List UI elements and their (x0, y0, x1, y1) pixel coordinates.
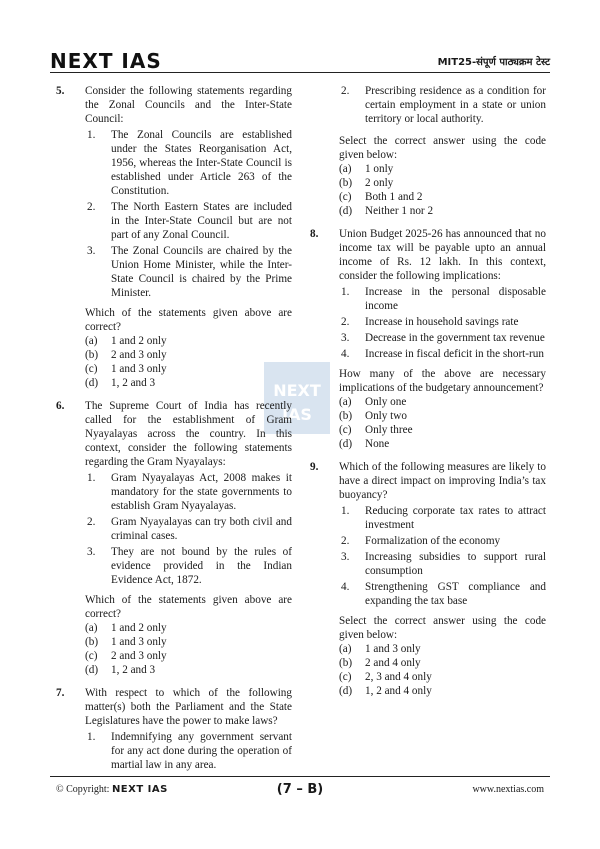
statement-list (85, 128, 292, 300)
answer-option: (a) 1 and 2 only (85, 335, 167, 347)
answer-option: (c) 2 and 3 only (85, 650, 167, 662)
statement: 3. They are not bound by the rules of evidence provided in the Indian Evidence Act, 1872. (87, 546, 292, 586)
answer-option: (b) 1 and 3 only (85, 636, 167, 648)
statement: 3. Decrease in the government tax revenue (341, 332, 545, 344)
question-number: 5. (56, 85, 65, 97)
question-prompt: Select the correct answer using the code given below: (339, 615, 546, 641)
answer-option: (a) 1 only (339, 163, 394, 175)
question-prompt: How many of the above are necessary implications of the budgetary announcement? (339, 368, 546, 394)
answer-option: (a) Only one (339, 396, 407, 408)
answer-option: (d) 1, 2 and 3 (85, 377, 156, 389)
right-column (310, 84, 546, 707)
answer-option: (a) 1 and 2 only (85, 622, 167, 634)
statement-list (339, 285, 546, 361)
statement: 4. Increase in fiscal deficit in the short-run (341, 348, 544, 360)
statement-list (339, 504, 546, 608)
footer-divider (50, 776, 550, 777)
question-prompt: Select the correct answer using the code given below: (339, 135, 546, 161)
question-5 (56, 84, 292, 390)
question-number: 6. (56, 400, 65, 412)
question-text: The Supreme Court of India has recently called for the establishment of Gram Nyayalayas across the country. In this context, consider the following statements regarding the Gram Nyayalays: (85, 400, 292, 468)
statement: 3. The Zonal Councils are chaired by the Union Home Minister, while the Inter-State Council is chaired by the Prime Minister. (87, 245, 292, 299)
question-number: 7. (56, 687, 65, 699)
answer-option: (c) 2, 3 and 4 only (339, 671, 432, 683)
statement: 3. Increasing subsidies to support rural consumption (341, 551, 546, 577)
statement: 2. The North Eastern States are included in the Inter-State Council but are not part of any Zonal Council. (87, 201, 292, 241)
test-series-label: MIT25-संपूर्ण पाठ्यक्रम टेस्ट (437, 57, 550, 68)
answer-option: (a) 1 and 3 only (339, 643, 421, 655)
question-7-continued (310, 84, 546, 218)
statement: 2. Prescribing residence as a condition for certain employment in a state or union territory or local authority. (341, 85, 546, 125)
watermark-line2: IAS (282, 405, 312, 424)
answer-option: (c) 1 and 3 only (85, 363, 167, 375)
answer-option: (d) Neither 1 nor 2 (339, 205, 434, 217)
answer-option: (b) 2 only (339, 177, 394, 189)
statement: 4. Strengthening GST compliance and expanding the tax base (341, 581, 546, 607)
question-text: With respect to which of the following matter(s) both the Parliament and the State Legislatures have the power to make laws? (85, 687, 292, 727)
question-9 (310, 460, 546, 698)
page-number: (7 – B) (276, 782, 324, 797)
question-text: Consider the following statements regarding the Zonal Councils and the Inter-State Council: (85, 85, 292, 125)
statement: 1. Gram Nyayalayas Act, 2008 makes it mandatory for the state governments to establish Gram Nyayalayas. (87, 472, 292, 512)
question-text: Union Budget 2025-26 has announced that no income tax will be payable upto an annual income of Rs. 12 lakh. In this context, consider the following implications: (339, 228, 546, 282)
answer-option: (d) 1, 2 and 4 only (339, 685, 432, 697)
header-divider (50, 72, 550, 73)
answer-option: (d) None (339, 438, 390, 450)
statement: 2. Increase in household savings rate (341, 316, 519, 328)
question-number: 9. (310, 461, 319, 473)
question-6 (56, 399, 292, 677)
question-number: 8. (310, 228, 319, 240)
page-header (50, 49, 550, 71)
brand-logo: NEXT IAS (50, 49, 162, 73)
statement: 1. Indemnifying any government servant for any act done during the operation of martial law in any area. (87, 731, 292, 771)
copyright-notice: © Copyright: NEXT IAS (56, 784, 168, 795)
question-text: Which of the following measures are likely to have a direct impact on improving India’s tax buoyancy? (339, 461, 546, 501)
answer-option: (d) 1, 2 and 3 (85, 664, 156, 676)
footer-brand: NEXT IAS (111, 784, 168, 795)
website-link[interactable]: www.nextias.com (472, 784, 544, 795)
question-7 (56, 686, 292, 772)
statement: 2. Gram Nyayalayas can try both civil and criminal cases. (87, 516, 292, 542)
statement: 1. Increase in the personal disposable income (341, 286, 546, 312)
watermark-line1: NEXT (273, 381, 321, 400)
answer-option: (c) Both 1 and 2 (339, 191, 423, 203)
statement-list (85, 471, 292, 587)
page-footer (56, 784, 544, 800)
statement-list (339, 84, 546, 126)
answer-option: (c) Only three (339, 424, 413, 436)
question-prompt: Which of the statements given above are correct? (85, 594, 292, 620)
statement: 2. Formalization of the economy (341, 535, 501, 547)
left-column (56, 84, 292, 781)
answer-option: (b) 2 and 3 only (85, 349, 167, 361)
statement: 1. Reducing corporate tax rates to attract investment (341, 505, 546, 531)
question-8 (310, 227, 546, 451)
answer-option: (b) 2 and 4 only (339, 657, 421, 669)
statement-list (85, 730, 292, 772)
question-prompt: Which of the statements given above are correct? (85, 307, 292, 333)
statement: 1. The Zonal Councils are established under the States Reorganisation Act, 1956, whereas the Inter-State Council is established under Article 263 of the Constitution. (87, 129, 292, 197)
answer-option: (b) Only two (339, 410, 407, 422)
